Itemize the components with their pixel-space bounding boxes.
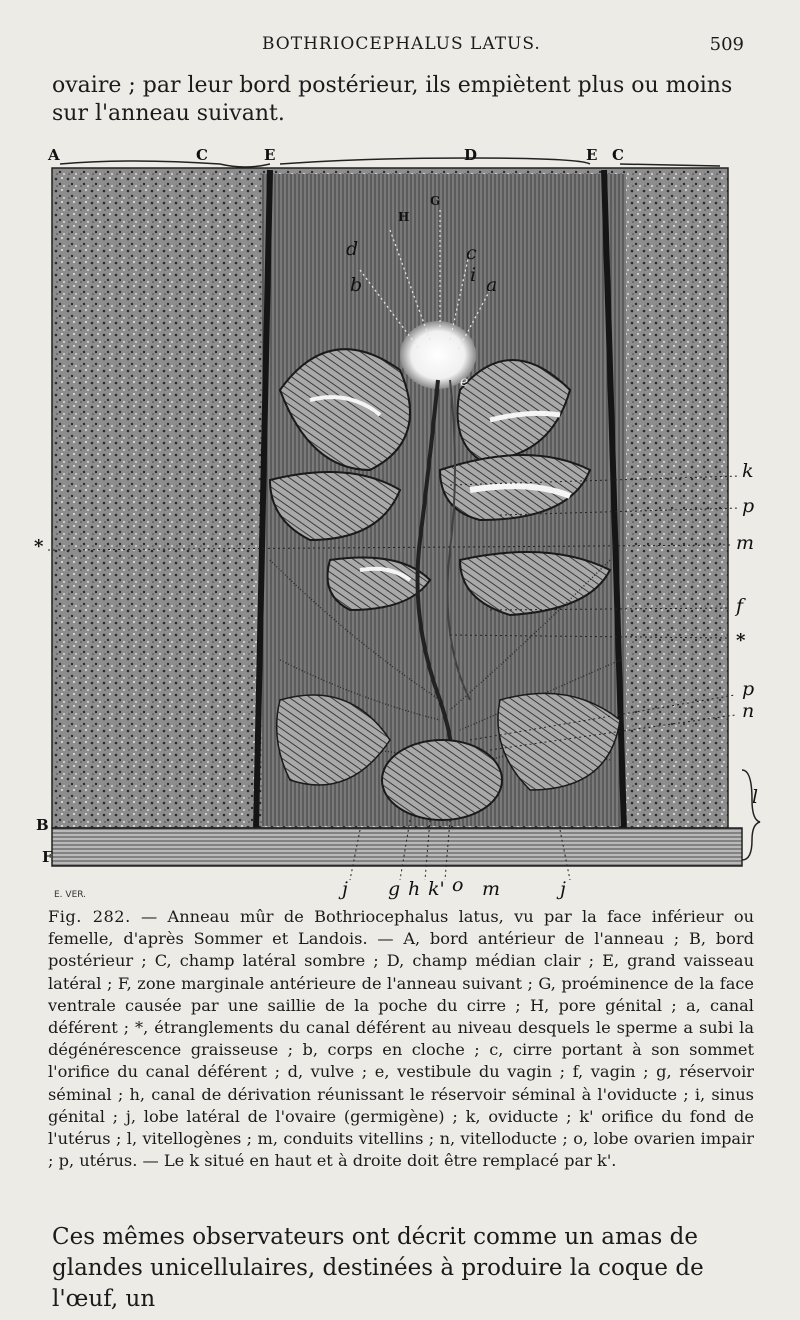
label-B: B xyxy=(36,816,49,834)
ovary xyxy=(382,740,502,820)
label-E-right: E xyxy=(586,146,598,164)
label-e: e xyxy=(460,374,469,390)
label-m: m xyxy=(736,532,755,554)
label-l: l xyxy=(752,786,759,808)
figure-caption xyxy=(48,906,754,1172)
label-d: d xyxy=(346,238,359,260)
artist-signature: E. VER. xyxy=(54,890,87,900)
label-c: c xyxy=(466,242,477,264)
label-G: G xyxy=(430,194,441,208)
label-H: H xyxy=(398,210,410,224)
marginal-zone xyxy=(52,828,742,866)
body-paragraph-bottom: Ces mêmes observateurs ont décrit comme un amas de glandes unicellulaires, destinées à produire la coque de l'œuf, un xyxy=(52,1224,704,1312)
label-D: D xyxy=(464,146,478,164)
label-o: o xyxy=(452,874,464,896)
label-asterisk-left: * xyxy=(34,536,44,557)
label-k: k xyxy=(742,460,754,482)
label-h: h xyxy=(408,878,421,900)
label-k-prime: k' xyxy=(428,878,445,900)
label-A: A xyxy=(48,146,60,164)
label-p-bottom: p xyxy=(742,678,755,700)
running-title: BOTHRIOCEPHALUS LATUS. xyxy=(262,34,541,54)
caption-label: Fig. 282. xyxy=(48,907,131,926)
label-asterisk-right: * xyxy=(736,630,746,651)
label-F: F xyxy=(42,848,53,866)
label-j-right: j xyxy=(560,878,566,900)
label-C-right: C xyxy=(612,146,624,164)
label-j-left: j xyxy=(342,878,348,900)
caption-text: — Anneau mûr de Bothriocephalus latus, vu par la face inférieur ou femelle, d'après Sommer et Landois. — A, bord antérieur de l'anneau ; B, bord postérieur ; C, champ latéral sombre ; D, champ médian clair ; E, grand vaisseau latéral ; F, zone marginale antérieure de l'anneau suivant ; G, proéminence de la face ventrale causée par une saillie de la poche du cirre ; H, pore génital ; a, canal déférent ; *, étranglements du canal déférent au niveau desquels le sperme a subi la dégénérescence graisseuse ; b, corps en cloche ; c, cirre portant à son sommet l'orifice du canal déférent ; d, vulve ; e, vestibule du vagin ; f, vagin ; g, réservoir séminal ; h, canal de dérivation réunissant le réservoir séminal à l'oviducte ; i, sinus génital ; j, lobe latéral de l'ovaire (germigène) ; k, oviducte ; k' orifice du fond de l'utérus ; l, vitellogènes ; m, conduits vitellins ; n, vitelloducte ; o, lobe ovarien impair ; p, utérus. — Le k situé en haut et à droite doit être remplacé par k'. xyxy=(48,907,755,1171)
label-m-bottom: m xyxy=(482,878,501,900)
label-f: f xyxy=(736,595,744,617)
page-number: 509 xyxy=(709,34,744,55)
running-head xyxy=(0,34,800,58)
label-b: b xyxy=(350,274,363,296)
figure-illustration xyxy=(30,140,770,910)
label-n: n xyxy=(742,700,755,722)
label-g: g xyxy=(388,878,401,900)
label-E-left: E xyxy=(264,146,276,164)
body-paragraph-top: ovaire ; par leur bord postérieur, ils empiètent plus ou moins sur l'anneau suivant. xyxy=(52,73,733,126)
label-i: i xyxy=(470,264,477,286)
label-C-left: C xyxy=(196,146,208,164)
label-p-top: p xyxy=(742,495,755,517)
label-a: a xyxy=(486,274,498,296)
figure-282 xyxy=(30,140,770,910)
